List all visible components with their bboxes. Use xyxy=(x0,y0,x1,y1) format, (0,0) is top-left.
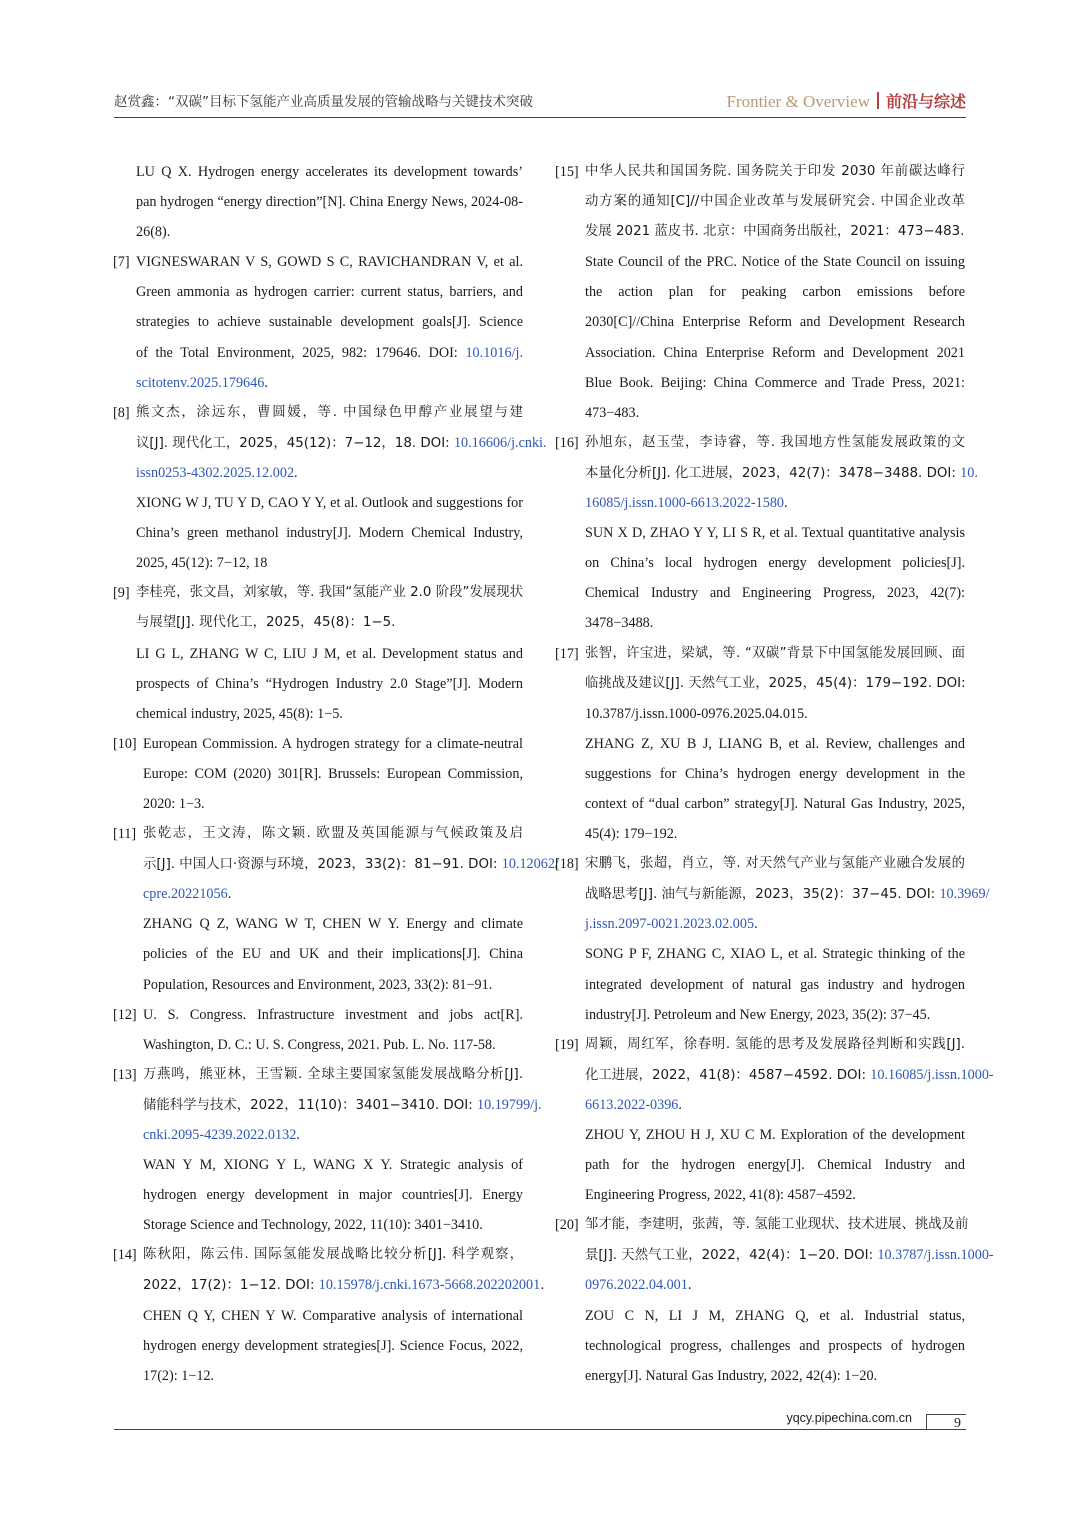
reference-line xyxy=(114,187,523,217)
reference-entry-start xyxy=(556,157,965,187)
doi-link[interactable]: j.issn.2097-0021.2023.02.005 xyxy=(585,916,755,933)
reference-line xyxy=(556,1270,965,1300)
reference-line xyxy=(114,669,523,699)
reference-text-tail: . xyxy=(227,886,232,903)
doi-link[interactable]: 10.1016/j. xyxy=(465,344,523,361)
reference-text: 万燕鸣，熊亚林，王雪颖. 全球主要国家氢能发展战略分析[J]. xyxy=(143,1066,523,1082)
reference-line xyxy=(114,1030,523,1060)
reference-text: 17(2): 1−12. xyxy=(143,1367,215,1384)
reference-line xyxy=(556,699,965,729)
reference-line xyxy=(114,1180,523,1210)
reference-line xyxy=(556,1120,965,1150)
reference-line xyxy=(114,338,523,368)
reference-line xyxy=(114,1090,542,1120)
reference-line xyxy=(114,368,523,398)
reference-line xyxy=(556,909,965,939)
reference-line xyxy=(556,1240,994,1270)
footer-rule xyxy=(114,1429,966,1430)
reference-text: 本量化分析[J]. 化工进展，2023，42(7)：3478−3488. DOI: xyxy=(585,465,961,481)
reference-text: ZHANG Q Z, WANG W T, CHEN W Y. Energy and climate xyxy=(143,916,523,933)
reference-text-tail: . xyxy=(754,916,758,933)
reference-text: 李桂亮，张文昌，刘家敏，等. 我国“氢能产业 2.0 阶段”发展现状 xyxy=(136,585,523,601)
reference-number: [17] xyxy=(555,645,579,662)
reference-line xyxy=(556,187,965,217)
reference-entry-start xyxy=(114,1060,523,1090)
doi-link[interactable]: cpre.20221056 xyxy=(143,886,228,903)
doi-link[interactable]: 10.16085/j.issn.1000- xyxy=(870,1066,994,1083)
reference-text: 熊文杰，涂远东，曹圆媛，等. 中国绿色甲醇产业展望与建 xyxy=(136,404,523,420)
reference-line xyxy=(556,1301,965,1331)
reference-line xyxy=(556,488,965,518)
reference-line xyxy=(556,669,965,699)
reference-line xyxy=(114,1270,545,1300)
reference-text: ZHOU Y, ZHOU H J, XU C M. Exploration of the development xyxy=(585,1127,965,1143)
reference-text-tail: . xyxy=(678,1096,682,1113)
reference-text: XIONG W J, TU Y D, CAO Y Y, et al. Outlook and suggestions for xyxy=(136,495,523,512)
reference-line xyxy=(556,518,965,548)
reference-number: [8] xyxy=(113,404,130,421)
reference-number: [19] xyxy=(555,1036,579,1053)
reference-text: 孙旭东，赵玉莹，李诗睿，等. 我国地方性氢能发展政策的文 xyxy=(585,434,965,450)
reference-line xyxy=(114,699,523,729)
reference-line xyxy=(114,458,523,488)
reference-entry-start xyxy=(555,1210,969,1240)
reference-text: 临挑战及建议[J]. 天然气工业，2025，45(4)：179−192. DOI: xyxy=(585,675,966,691)
reference-text: China’s green methanol industry[J]. Modern Chemical Industry, xyxy=(136,525,523,542)
reference-line xyxy=(556,217,965,247)
reference-number: [9] xyxy=(113,585,130,602)
reference-text-tail: . xyxy=(687,1277,692,1294)
reference-number: [16] xyxy=(555,434,579,451)
doi-link[interactable]: 10.3787/j.issn.1000- xyxy=(877,1247,994,1264)
doi-link[interactable]: cnki.2095-4239.2022.0132 xyxy=(143,1127,297,1143)
reference-line xyxy=(114,488,523,518)
reference-line xyxy=(556,970,965,1000)
reference-text: 3478−3488. xyxy=(585,615,654,632)
reference-text: 周颖，周红军，徐春明. 氢能的思考及发展路径判断和实践[J]. xyxy=(585,1036,965,1052)
reference-text: LU Q X. Hydrogen energy accelerates its development towards’ xyxy=(136,164,523,180)
reference-text: Association. China Enterprise Reform and Development 2021 xyxy=(585,344,965,361)
reference-entry-start xyxy=(556,849,965,879)
doi-link[interactable]: issn0253-4302.2025.12.002 xyxy=(136,464,295,481)
reference-line xyxy=(114,939,523,969)
reference-number: [12] xyxy=(113,1006,137,1023)
journal-url[interactable]: yqcy.pipechina.com.cn xyxy=(786,1411,912,1425)
doi-link[interactable]: 16085/j.issn.1000-6613.2022-1580 xyxy=(585,495,785,512)
doi-link[interactable]: scitotenv.2025.179646 xyxy=(136,374,265,391)
reference-text: VIGNESWARAN V S, GOWD S C, RAVICHANDRAN V, et al. xyxy=(136,254,523,271)
reference-text-tail: . xyxy=(264,374,268,391)
reference-line xyxy=(114,1150,523,1180)
reference-text: WAN Y M, XIONG Y L, WANG X Y. Strategic analysis of xyxy=(143,1157,523,1174)
reference-line xyxy=(556,819,965,849)
reference-text: Population, Resources and Environment, 2023, 33(2): 81−91. xyxy=(143,976,493,993)
reference-text: chemical industry, 2025, 45(8): 1−5. xyxy=(136,705,343,722)
reference-text: Engineering Progress, 2022, 41(8): 4587−4592. xyxy=(585,1187,856,1204)
reference-entry-start xyxy=(114,578,523,608)
reference-text-tail: . xyxy=(296,1127,300,1143)
reference-line xyxy=(556,398,965,428)
reference-text: Green ammonia as hydrogen carrier: current status, barriers, and xyxy=(136,284,523,301)
reference-number: [20] xyxy=(555,1217,579,1234)
reference-text: suggestions for China’s hydrogen energy development in the xyxy=(585,765,965,782)
reference-number: [13] xyxy=(113,1066,137,1083)
reference-entry-start xyxy=(114,819,523,849)
reference-line xyxy=(556,247,965,277)
reference-line xyxy=(114,1120,523,1150)
reference-line xyxy=(556,608,965,638)
reference-line xyxy=(114,428,547,458)
section-label xyxy=(726,89,966,112)
page-number: 9 xyxy=(954,1416,961,1431)
reference-entry-start xyxy=(114,1240,523,1270)
reference-text: Washington, D. C.: U. S. Congress, 2021. Pub. L. No. 117-58. xyxy=(143,1036,496,1053)
reference-text: Storage Science and Technology, 2022, 11(10): 3401−3410. xyxy=(143,1217,483,1234)
reference-line xyxy=(556,759,965,789)
reference-text: Blue Book. Beijing: China Commerce and Trade Press, 2021: xyxy=(585,374,965,391)
section-label-en: Frontier & Overview xyxy=(726,92,870,111)
reference-line xyxy=(114,1361,523,1391)
footer-page-bracket xyxy=(926,1414,927,1430)
reference-line xyxy=(556,1090,965,1120)
reference-line xyxy=(114,639,523,669)
reference-line xyxy=(556,338,965,368)
reference-number: [10] xyxy=(113,735,137,752)
reference-text: ZHANG Z, XU B J, LIANG B, et al. Review, challenges and xyxy=(585,735,965,752)
reference-text: 2030[C]//China Enterprise Reform and Development Research xyxy=(585,314,965,331)
reference-text: industry[J]. Petroleum and New Energy, 2023, 35(2): 37−45. xyxy=(585,1006,931,1023)
reference-text: the action plan for peaking carbon emissions before xyxy=(585,284,965,301)
reference-text: European Commission. A hydrogen strategy for a climate-neutral xyxy=(143,735,523,752)
doi-link[interactable]: 10. xyxy=(960,464,978,481)
reference-text: policies of the EU and UK and their implications[J]. China xyxy=(143,946,523,963)
reference-line xyxy=(114,789,523,819)
reference-text: CHEN Q Y, CHEN Y W. Comparative analysis of international xyxy=(143,1307,523,1324)
reference-text: SONG P F, ZHANG C, XIAO L, et al. Strategic thinking of the xyxy=(585,946,965,963)
doi-link[interactable]: 10.12062/ xyxy=(501,856,559,873)
reference-text: of the Total Environment, 2025, 982: 179646. DOI: xyxy=(136,344,466,361)
reference-line xyxy=(556,307,965,337)
reference-text: context of “dual carbon” strategy[J]. Natural Gas Industry, 2025, xyxy=(585,795,965,812)
reference-line xyxy=(556,1361,965,1391)
reference-line xyxy=(114,879,523,909)
reference-line xyxy=(114,608,523,638)
reference-text: ZOU C N, LI J M, ZHANG Q, et al. Industrial status, xyxy=(585,1307,965,1324)
reference-line xyxy=(114,277,523,307)
reference-text: 2022，17(2)：1−12. DOI: xyxy=(143,1278,319,1294)
reference-text: Europe: COM (2020) 301[R]. Brussels: European Commission, xyxy=(143,765,523,782)
reference-entry-start xyxy=(556,428,965,458)
reference-text: 与展望[J]. 现代化工，2025，45(8)：1−5. xyxy=(136,615,396,631)
doi-link[interactable]: 10.3969/ xyxy=(939,886,990,903)
reference-text: 张智，许宝进，梁斌，等. “双碳”背景下中国氢能发展回顾、面 xyxy=(585,645,965,661)
reference-text-tail: . xyxy=(540,1278,545,1294)
reference-line xyxy=(556,1000,965,1030)
footer-page-bracket-top xyxy=(926,1414,966,1415)
reference-line xyxy=(556,939,965,969)
reference-entry-start xyxy=(556,639,965,669)
doi-link[interactable]: 10.19799/j. xyxy=(476,1096,542,1113)
doi-link[interactable]: 0976.2022.04.001 xyxy=(585,1277,688,1294)
reference-text: 景[J]. 天然气工业，2022，42(4)：1−20. DOI: xyxy=(585,1248,878,1264)
reference-text: 2020: 1−3. xyxy=(143,795,205,812)
reference-text: 宋鹏飞，张超，肖立，等. 对天然气产业与氢能产业融合发展的 xyxy=(585,856,965,872)
reference-text: energy[J]. Natural Gas Industry, 2022, 42(4): 1−20. xyxy=(585,1367,878,1384)
reference-entry-start xyxy=(556,1030,965,1060)
reference-text: path for the hydrogen energy[J]. Chemical Industry and xyxy=(585,1157,965,1174)
reference-line xyxy=(114,157,523,187)
reference-number: [11] xyxy=(113,826,137,843)
doi-link[interactable]: 10.16606/j.cnki. xyxy=(453,434,547,451)
reference-line xyxy=(556,789,965,819)
section-label-zh: 前沿与综述 xyxy=(885,92,966,111)
header-rule xyxy=(114,117,966,118)
reference-text: pan hydrogen “energy direction”[N]. China Energy News, 2024-08- xyxy=(136,194,523,211)
reference-text: 议[J]. 现代化工，2025，45(12)：7−12，18. DOI: xyxy=(136,435,454,451)
references-left-column xyxy=(113,157,559,1391)
reference-line xyxy=(556,879,990,909)
reference-text: 陈秋阳，陈云伟. 国际氢能发展战略比较分析[J]. 科学观察， xyxy=(143,1247,523,1263)
reference-text: integrated development of natural gas industry and hydrogen xyxy=(585,976,965,993)
reference-line xyxy=(556,578,965,608)
doi-link[interactable]: 6613.2022-0396 xyxy=(585,1096,679,1113)
reference-line xyxy=(556,277,965,307)
reference-number: [18] xyxy=(555,856,579,873)
reference-line xyxy=(114,909,523,939)
reference-text: Chemical Industry and Engineering Progress, 2023, 42(7): xyxy=(585,585,965,602)
reference-line xyxy=(114,970,523,1000)
reference-text: 化工进展，2022，41(8)：4587−4592. DOI: xyxy=(585,1067,871,1083)
reference-text: hydrogen energy development strategies[J]. Science Focus, 2022, xyxy=(143,1337,523,1354)
references-right-column xyxy=(555,157,994,1391)
reference-line xyxy=(114,548,523,578)
reference-text: 示[J]. 中国人口·资源与环境，2023，33(2)：81−91. DOI: xyxy=(143,857,502,873)
reference-line xyxy=(114,518,523,548)
reference-text: on China’s local hydrogen energy development policies[J]. xyxy=(585,555,965,572)
reference-line xyxy=(556,729,965,759)
reference-line xyxy=(114,849,559,879)
reference-text: SUN X D, ZHAO Y Y, LI S R, et al. Textual quantitative analysis xyxy=(585,525,965,542)
reference-line xyxy=(556,458,978,488)
reference-text: 2025, 45(12): 7−12, 18 xyxy=(136,555,268,572)
reference-text: 张乾志，王文涛，陈文颖. 欧盟及英国能源与气候政策及启 xyxy=(143,826,523,842)
reference-line xyxy=(556,548,965,578)
reference-text: 45(4): 179−192. xyxy=(585,826,678,843)
reference-text-tail: . xyxy=(294,464,298,481)
reference-line xyxy=(114,217,523,247)
reference-line xyxy=(556,1180,965,1210)
reference-line xyxy=(114,1301,523,1331)
reference-text: State Council of the PRC. Notice of the State Council on issuing xyxy=(585,254,965,271)
doi-link[interactable]: 10.15978/j.cnki.1673-5668.202202001 xyxy=(318,1277,541,1294)
header-separator xyxy=(877,92,879,109)
reference-text-tail: . xyxy=(784,495,788,512)
reference-text: 邹才能，李建明，张茜，等. 氢能工业现状、技术进展、挑战及前 xyxy=(585,1217,969,1233)
reference-entry-start xyxy=(114,729,523,759)
reference-text: 储能科学与技术，2022，11(10)：3401−3410. DOI: xyxy=(143,1097,477,1113)
reference-line xyxy=(556,1060,994,1090)
reference-text: hydrogen energy development in major countries[J]. Energy xyxy=(143,1187,523,1204)
article-title-header: 赵赏鑫：“双碳”目标下氢能产业高质量发展的管输战略与关键技术突破 xyxy=(114,94,533,110)
reference-text: 中华人民共和国国务院. 国务院关于印发 2030 年前碳达峰行 xyxy=(585,164,965,179)
reference-text: LI G L, ZHANG W C, LIU J M, et al. Development status and xyxy=(136,645,523,662)
reference-line xyxy=(556,368,965,398)
reference-line xyxy=(114,1210,523,1240)
reference-line xyxy=(114,759,523,789)
reference-text: 26(8). xyxy=(136,224,171,241)
reference-text: prospects of China’s “Hydrogen Industry 2.0 Stage”[J]. Modern xyxy=(136,675,523,692)
reference-line xyxy=(556,1150,965,1180)
reference-line xyxy=(556,1331,965,1361)
reference-text: 473−483. xyxy=(585,404,640,421)
running-header xyxy=(114,82,966,118)
reference-entry-start xyxy=(114,398,523,428)
reference-text: 战略思考[J]. 油气与新能源，2023，35(2)：37−45. DOI: xyxy=(585,887,940,903)
reference-number: [14] xyxy=(113,1247,137,1264)
reference-text: strategies to achieve sustainable development goals[J]. Science xyxy=(136,314,523,331)
reference-entry-start xyxy=(114,247,523,277)
reference-text: U. S. Congress. Infrastructure investment and jobs act[R]. xyxy=(143,1006,523,1023)
reference-line xyxy=(114,307,523,337)
reference-entry-start xyxy=(114,1000,523,1030)
reference-text: 10.3787/j.issn.1000-0976.2025.04.015. xyxy=(585,705,808,722)
reference-text: technological progress, challenges and prospects of hydrogen xyxy=(585,1337,965,1354)
reference-number: [7] xyxy=(113,254,130,271)
reference-line xyxy=(114,1331,523,1361)
reference-text: 发展 2021 蓝皮书. 北京：中国商务出版社，2021：473−483. xyxy=(585,224,965,240)
reference-text: 动方案的通知[C]//中国企业改革与发展研究会. 中国企业改革 xyxy=(585,194,965,210)
reference-number: [15] xyxy=(555,164,579,180)
